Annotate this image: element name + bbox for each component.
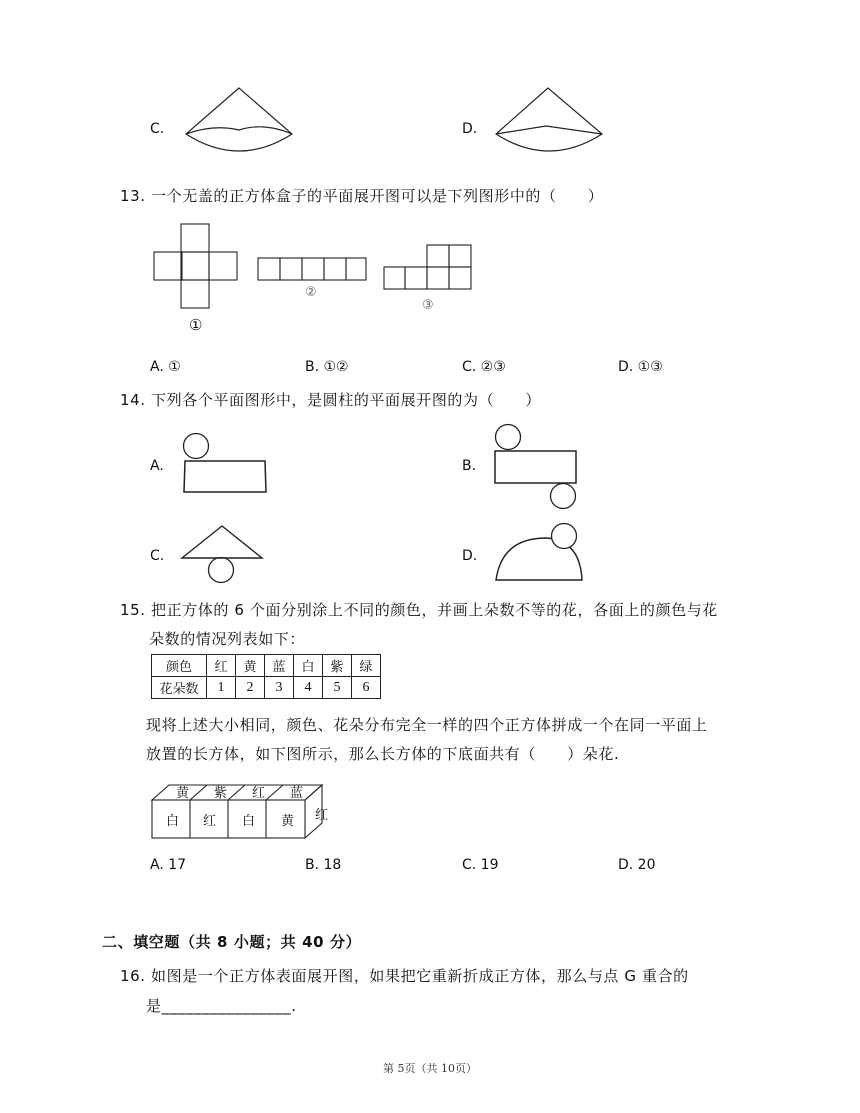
table-header-cell: 白 bbox=[294, 655, 323, 677]
cube-front-label-2: 红 bbox=[203, 814, 217, 829]
table-cell: 花朵数 bbox=[152, 677, 207, 699]
page-footer: 第 5页（共 10页） bbox=[383, 1062, 477, 1075]
table-cell: 5 bbox=[323, 677, 352, 699]
q13-option-a[interactable]: A. ① bbox=[150, 359, 181, 375]
q12-option-d-figure bbox=[494, 86, 604, 158]
table-header-cell: 红 bbox=[207, 655, 236, 677]
table-header-cell: 黄 bbox=[236, 655, 265, 677]
table-cell: 1 bbox=[207, 677, 236, 699]
table-header-cell: 绿 bbox=[352, 655, 381, 677]
table-header-cell: 紫 bbox=[323, 655, 352, 677]
q14-option-c-label[interactable]: C. bbox=[150, 548, 165, 564]
q14-option-a-label[interactable]: A. bbox=[150, 458, 164, 474]
table-row bbox=[152, 677, 381, 699]
cube-front-label-1: 白 bbox=[166, 814, 180, 829]
table-header-cell: 蓝 bbox=[265, 655, 294, 677]
cube-front-label-3: 白 bbox=[242, 814, 256, 829]
q14-option-a-figure bbox=[182, 432, 268, 494]
cube-top-label-3: 红 bbox=[252, 786, 266, 801]
q15-color-flower-table bbox=[151, 654, 381, 699]
q14-option-c-figure bbox=[180, 524, 264, 584]
cube-top-label-2: 紫 bbox=[214, 786, 228, 801]
q13-net-figure-3 bbox=[383, 244, 473, 291]
q16-stem-line2: 是________________. bbox=[146, 997, 297, 1015]
q15-option-d[interactable]: D. 20 bbox=[618, 857, 656, 873]
cube-front-label-4: 黄 bbox=[281, 814, 295, 829]
q12-option-c-figure bbox=[184, 86, 294, 158]
q13-net-figure-1 bbox=[153, 223, 239, 309]
section-title: 二、填空题（共 8 小题；共 40 分） bbox=[102, 933, 362, 951]
q14-option-d-figure bbox=[494, 520, 586, 584]
table-header-cell: 颜色 bbox=[152, 655, 207, 677]
q13-fig3-label: ③ bbox=[422, 298, 434, 313]
table-cell: 2 bbox=[236, 677, 265, 699]
cube-top-label-4: 蓝 bbox=[290, 786, 304, 801]
q15-para-line2: 放置的长方体，如下图所示，那么长方体的下底面共有（ ）朵花. bbox=[146, 745, 620, 763]
q13-fig1-label: ① bbox=[189, 316, 204, 334]
q13-net-figure-2 bbox=[257, 257, 367, 281]
q13-option-d[interactable]: D. ①③ bbox=[618, 359, 663, 375]
q14-option-d-label[interactable]: D. bbox=[462, 548, 478, 564]
q15-stem-line2: 朵数的情况列表如下： bbox=[149, 630, 306, 648]
q13-option-b[interactable]: B. ①② bbox=[305, 359, 349, 375]
table-row bbox=[152, 655, 381, 677]
q12-option-c-label: C. bbox=[150, 121, 165, 137]
q13-fig2-label: ② bbox=[305, 285, 317, 300]
q14-option-b-figure bbox=[493, 423, 579, 511]
cube-side-label: 红 bbox=[315, 808, 329, 823]
q13-option-c[interactable]: C. ②③ bbox=[462, 359, 506, 375]
q15-para-line1: 现将上述大小相同，颜色、花朵分布完全一样的四个正方体拼成一个在同一平面上 bbox=[146, 716, 708, 734]
cube-top-label-1: 黄 bbox=[176, 786, 190, 801]
q14-option-b-label[interactable]: B. bbox=[462, 458, 477, 474]
q15-option-a[interactable]: A. 17 bbox=[150, 857, 187, 873]
q15-option-c[interactable]: C. 19 bbox=[462, 857, 499, 873]
q12-option-d-label: D. bbox=[462, 121, 478, 137]
q14-stem: 14. 下列各个平面图形中，是圆柱的平面展开图的为（ ） bbox=[120, 391, 542, 409]
table-cell: 6 bbox=[352, 677, 381, 699]
q16-stem-line1: 16. 如图是一个正方体表面展开图，如果把它重新折成正方体，那么与点 G 重合的 bbox=[120, 967, 689, 985]
table-cell: 3 bbox=[265, 677, 294, 699]
table-cell: 4 bbox=[294, 677, 323, 699]
q15-stem-line1: 15. 把正方体的 6 个面分别涂上不同的颜色，并画上朵数不等的花，各面上的颜色与花 bbox=[120, 601, 718, 619]
q15-option-b[interactable]: B. 18 bbox=[305, 857, 342, 873]
q13-stem: 13. 一个无盖的正方体盒子的平面展开图可以是下列图形中的（ ） bbox=[120, 187, 604, 205]
